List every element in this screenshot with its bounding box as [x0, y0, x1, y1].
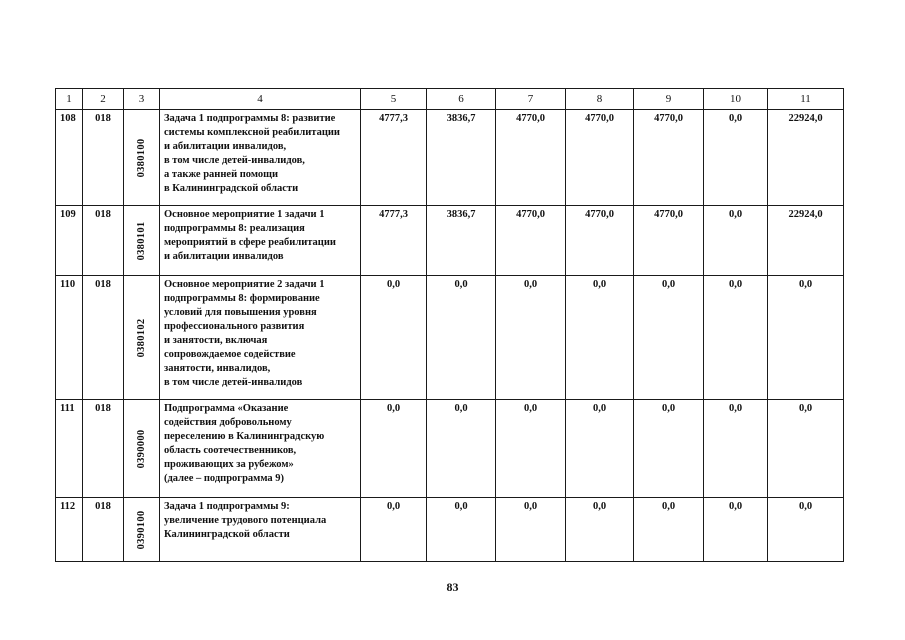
value-cell: 22924,0: [768, 110, 844, 206]
value-cell: 4770,0: [496, 110, 566, 206]
header-cell: 6: [427, 89, 496, 110]
table-row: [56, 206, 844, 276]
header-cell: 11: [768, 89, 844, 110]
header-row: [56, 89, 844, 110]
value-cell: 0,0: [427, 498, 496, 562]
value-cell: 0,0: [704, 110, 768, 206]
description-line: увеличение трудового потенциала: [164, 515, 327, 526]
table-row: [56, 110, 844, 206]
value-cell: 0,0: [427, 276, 496, 400]
table-row: [56, 400, 844, 498]
header-cell: 1: [56, 89, 83, 110]
value-cell: 3836,7: [427, 206, 496, 276]
description-line: содействия добровольному: [164, 417, 292, 428]
description-line: проживающих за рубежом»: [164, 459, 294, 470]
value-cell: 0,0: [566, 400, 634, 498]
value-cell: 0,0: [361, 276, 427, 400]
header-cell: 2: [83, 89, 124, 110]
header-cell: 9: [634, 89, 704, 110]
value-cell: 0,0: [634, 276, 704, 400]
description-line: и абилитации инвалидов,: [164, 141, 287, 152]
description-cell: [160, 276, 361, 400]
value-cell: 4770,0: [566, 206, 634, 276]
description-line: а также ранней помощи: [164, 169, 279, 180]
header-cell: 5: [361, 89, 427, 110]
description-cell: [160, 498, 361, 562]
table-row: [56, 276, 844, 400]
target-code-cell: [124, 498, 160, 562]
header-cell: 7: [496, 89, 566, 110]
target-code-text: 0390000: [135, 429, 147, 468]
description-line: в Калининградской области: [164, 183, 299, 194]
value-cell: 4777,3: [361, 206, 427, 276]
description-cell: [160, 206, 361, 276]
description-line: в том числе детей-инвалидов: [164, 377, 303, 388]
grbs-code-cell: 018: [83, 400, 124, 498]
value-cell: 0,0: [566, 498, 634, 562]
value-cell: 4770,0: [634, 110, 704, 206]
grbs-code-cell: 018: [83, 498, 124, 562]
description-line: сопровождаемое содействие: [164, 349, 296, 360]
value-cell: 0,0: [634, 498, 704, 562]
description-line: в том числе детей-инвалидов,: [164, 155, 305, 166]
value-cell: 3836,7: [427, 110, 496, 206]
description-line: область соотечественников,: [164, 445, 297, 456]
row-number-cell: 109: [56, 206, 83, 276]
value-cell: 4770,0: [496, 206, 566, 276]
value-cell: 4777,3: [361, 110, 427, 206]
header-cell: 4: [160, 89, 361, 110]
target-code-cell: [124, 206, 160, 276]
header-cell: 10: [704, 89, 768, 110]
table-body: [56, 89, 844, 562]
description-line: Основное мероприятие 2 задачи 1: [164, 279, 325, 290]
row-number-cell: 110: [56, 276, 83, 400]
value-cell: 0,0: [361, 498, 427, 562]
value-cell: 0,0: [427, 400, 496, 498]
description-line: Подпрограмма «Оказание: [164, 403, 289, 414]
grbs-code-cell: 018: [83, 276, 124, 400]
target-code-text: 0380102: [135, 318, 147, 357]
description-line: мероприятий в сфере реабилитации: [164, 237, 336, 248]
value-cell: 0,0: [704, 276, 768, 400]
value-cell: 0,0: [566, 276, 634, 400]
description-line: занятости, инвалидов,: [164, 363, 271, 374]
target-code-cell: [124, 110, 160, 206]
description-line: Задача 1 подпрограммы 8: развитие: [164, 113, 336, 124]
target-code-text: 0380100: [135, 138, 147, 177]
value-cell: 0,0: [704, 400, 768, 498]
description-line: системы комплексной реабилитации: [164, 127, 340, 138]
description-line: и абилитации инвалидов: [164, 251, 284, 262]
description-line: Задача 1 подпрограммы 9:: [164, 501, 290, 512]
row-number-cell: 111: [56, 400, 83, 498]
description-line: и занятости, включая: [164, 335, 268, 346]
value-cell: 4770,0: [566, 110, 634, 206]
target-code-cell: [124, 276, 160, 400]
value-cell: 22924,0: [768, 206, 844, 276]
description-line: (далее – подпрограмма 9): [164, 473, 285, 484]
description-line: профессионального развития: [164, 321, 305, 332]
value-cell: 0,0: [361, 400, 427, 498]
value-cell: 0,0: [496, 498, 566, 562]
description-line: подпрограммы 8: формирование: [164, 293, 320, 304]
description-line: подпрограммы 8: реализация: [164, 223, 305, 234]
description-cell: [160, 400, 361, 498]
value-cell: 4770,0: [634, 206, 704, 276]
value-cell: 0,0: [634, 400, 704, 498]
description-line: условий для повышения уровня: [164, 307, 317, 318]
target-code-text: 0380101: [135, 221, 147, 260]
description-line: Калининградской области: [164, 529, 290, 540]
value-cell: 0,0: [496, 400, 566, 498]
target-code-cell: [124, 400, 160, 498]
row-number-cell: 112: [56, 498, 83, 562]
description-line: Основное мероприятие 1 задачи 1: [164, 209, 325, 220]
page-number: 83: [446, 580, 459, 594]
budget-table: [55, 88, 844, 562]
grbs-code-cell: 018: [83, 110, 124, 206]
value-cell: 0,0: [704, 498, 768, 562]
description-cell: [160, 110, 361, 206]
value-cell: 0,0: [496, 276, 566, 400]
value-cell: 0,0: [768, 498, 844, 562]
header-cell: 3: [124, 89, 160, 110]
target-code-text: 0390100: [135, 510, 147, 549]
table-row: [56, 498, 844, 562]
value-cell: 0,0: [704, 206, 768, 276]
value-cell: 0,0: [768, 400, 844, 498]
grbs-code-cell: 018: [83, 206, 124, 276]
row-number-cell: 108: [56, 110, 83, 206]
value-cell: 0,0: [768, 276, 844, 400]
description-line: переселению в Калининградскую: [164, 431, 325, 442]
header-cell: 8: [566, 89, 634, 110]
